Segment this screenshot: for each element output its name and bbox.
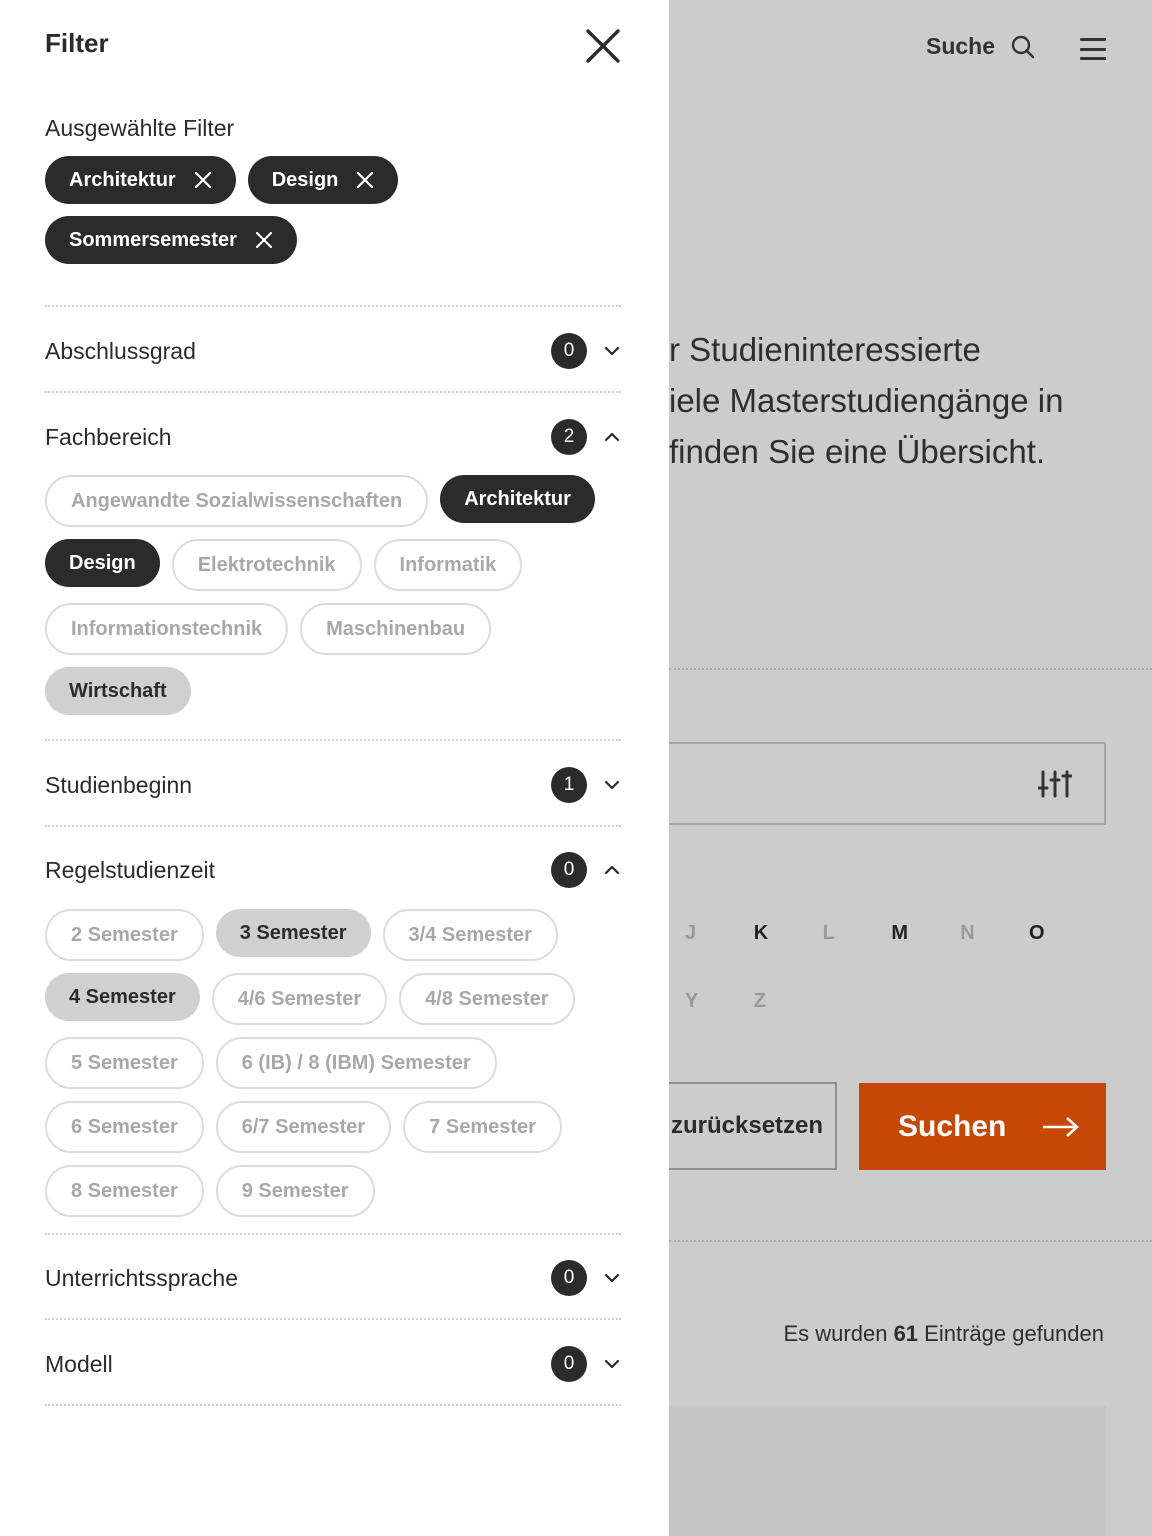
- filter-option-chip[interactable]: 5 Semester: [45, 1037, 204, 1089]
- filter-option-chip[interactable]: 2 Semester: [45, 909, 204, 961]
- divider: [45, 739, 621, 741]
- filter-option-chip[interactable]: Design: [45, 539, 160, 587]
- filter-option-chip[interactable]: Informatik: [374, 539, 523, 591]
- divider: [45, 825, 621, 827]
- section-title: Unterrichtssprache: [45, 1264, 239, 1291]
- header-search-button[interactable]: [926, 33, 1035, 60]
- section-modell[interactable]: [45, 1344, 621, 1384]
- selected-filter-chip[interactable]: [45, 156, 236, 204]
- close-icon[interactable]: [584, 27, 622, 65]
- alphabet-letter: J: [685, 922, 697, 944]
- chevron-down-icon: [603, 776, 621, 794]
- selected-filters-list: [45, 156, 465, 264]
- intro-line: iele Masterstudiengänge in: [669, 382, 1064, 419]
- search-icon: [1011, 35, 1035, 59]
- drawer-title: Filter: [45, 28, 109, 58]
- section-fachbereich[interactable]: [45, 417, 621, 457]
- chip-label: Architektur: [69, 168, 176, 191]
- alphabet-letter: Y: [685, 990, 699, 1012]
- filter-option-chip[interactable]: 9 Semester: [216, 1165, 375, 1217]
- section-title: Regelstudienzeit: [45, 856, 216, 883]
- x-icon[interactable]: [194, 171, 212, 189]
- filter-option-chip[interactable]: 6 (IB) / 8 (IBM) Semester: [216, 1037, 497, 1089]
- filter-option-chip[interactable]: 3/4 Semester: [383, 909, 558, 961]
- filter-option-chip[interactable]: Angewandte Sozialwissenschaften: [45, 475, 428, 527]
- count-badge: 0: [551, 852, 587, 888]
- divider: [669, 1240, 1152, 1242]
- divider: [669, 668, 1152, 670]
- x-icon[interactable]: [255, 231, 273, 249]
- alphabet-letter[interactable]: O: [1029, 922, 1045, 944]
- alphabet-letter: Z: [753, 990, 767, 1012]
- count-badge: 1: [551, 767, 587, 803]
- divider: [45, 1404, 621, 1406]
- chevron-down-icon: [603, 342, 621, 360]
- chevron-down-icon: [603, 1355, 621, 1373]
- reset-label: zurücksetzen: [671, 1112, 824, 1139]
- count-badge: 2: [551, 419, 587, 455]
- filter-option-chip[interactable]: 4/6 Semester: [212, 973, 387, 1025]
- sliders-icon[interactable]: [1038, 768, 1072, 800]
- filter-option-chip[interactable]: Elektrotechnik: [172, 539, 362, 591]
- filter-option-chip[interactable]: 3 Semester: [216, 909, 371, 957]
- section-unterrichtssprache[interactable]: [45, 1258, 621, 1298]
- filter-option-chip[interactable]: 7 Semester: [403, 1101, 562, 1153]
- section-title: Fachbereich: [45, 423, 172, 450]
- filter-option-chip[interactable]: Informationstechnik: [45, 603, 288, 655]
- alphabet-letter[interactable]: K: [753, 922, 769, 944]
- hamburger-menu-icon[interactable]: [1080, 38, 1106, 60]
- count-badge: 0: [551, 333, 587, 369]
- selected-filter-chip[interactable]: [248, 156, 399, 204]
- chevron-up-icon: [603, 861, 621, 879]
- submit-search-button[interactable]: [859, 1083, 1106, 1170]
- section-studienbeginn[interactable]: [45, 765, 621, 805]
- section-title: Abschlussgrad: [45, 337, 196, 364]
- filter-option-chip[interactable]: 6 Semester: [45, 1101, 204, 1153]
- fachbereich-options: [45, 475, 621, 715]
- count-badge: 0: [551, 1346, 587, 1382]
- alphabet-letter: L: [822, 922, 835, 944]
- intro-line: r Studieninteressierte: [669, 331, 981, 368]
- chip-label: Design: [271, 168, 339, 191]
- selected-filter-chip[interactable]: [45, 216, 297, 264]
- divider: [45, 1233, 621, 1235]
- filter-option-chip[interactable]: 6/7 Semester: [216, 1101, 391, 1153]
- filter-option-chip[interactable]: Wirtschaft: [45, 667, 191, 715]
- divider: [45, 1318, 621, 1320]
- divider: [45, 305, 621, 307]
- filter-option-chip[interactable]: 4 Semester: [45, 973, 200, 1021]
- filter-option-chip[interactable]: Architektur: [440, 475, 595, 523]
- result-card[interactable]: [669, 1406, 1106, 1536]
- x-icon[interactable]: [356, 171, 374, 189]
- filter-option-chip[interactable]: 4/8 Semester: [399, 973, 574, 1025]
- intro-line: finden Sie eine Übersicht.: [669, 433, 1046, 470]
- reset-button[interactable]: [669, 1082, 837, 1170]
- intro-text: [669, 324, 1129, 477]
- chevron-down-icon: [603, 1269, 621, 1287]
- chevron-up-icon: [603, 428, 621, 446]
- result-prefix: Es wurden: [783, 1321, 888, 1346]
- selected-filters-label: Ausgewählte Filter: [45, 115, 235, 141]
- result-count: 61: [893, 1321, 919, 1346]
- divider: [45, 391, 621, 393]
- alphabet-letter[interactable]: M: [891, 922, 909, 944]
- filter-option-chip[interactable]: Maschinenbau: [300, 603, 491, 655]
- section-title: Studienbeginn: [45, 771, 193, 798]
- submit-label: Suchen: [898, 1109, 1007, 1143]
- result-count-text: [783, 1321, 1104, 1347]
- arrow-right-icon: [1042, 1116, 1080, 1138]
- alphabet-letter: N: [960, 922, 975, 944]
- count-badge: 0: [551, 1260, 587, 1296]
- section-title: Modell: [45, 1350, 113, 1377]
- header-search-label: Suche: [926, 33, 996, 59]
- result-suffix: Einträge gefunden: [924, 1321, 1104, 1346]
- regelstudienzeit-options: [45, 909, 621, 1217]
- filter-option-chip[interactable]: 8 Semester: [45, 1165, 204, 1217]
- search-input[interactable]: [669, 742, 1106, 825]
- section-abschlussgrad[interactable]: [45, 331, 621, 371]
- section-regelstudienzeit[interactable]: [45, 850, 621, 890]
- chip-label: Sommersemester: [69, 228, 237, 251]
